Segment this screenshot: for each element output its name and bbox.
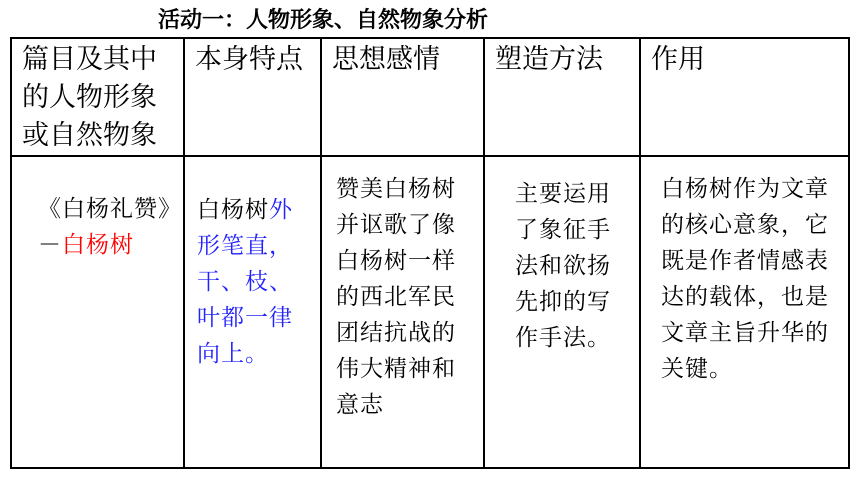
features-subject: 白杨树 xyxy=(197,197,269,223)
work-subject: 白杨树 xyxy=(62,232,134,258)
cell-subject xyxy=(11,156,184,468)
work-dash: － xyxy=(38,232,62,258)
cell-emotion: 赞美白杨树并讴歌了像白杨树一样的西北军民团结抗战的伟大精神和意志 xyxy=(321,156,484,468)
header-cell-emotion: 思想感情 xyxy=(321,38,484,156)
header-cell-role: 作用 xyxy=(640,38,849,156)
header-cell-subject: 篇目及其中的人物形象或自然物象 xyxy=(11,38,184,156)
table-row xyxy=(11,156,849,468)
features-description: 外形笔直，干、枝、叶都一律向上。 xyxy=(197,197,293,367)
cell-method: 主要运用了象征手法和欲扬先抑的写作手法。 xyxy=(484,156,640,468)
work-title: 《白杨礼赞》 xyxy=(38,196,182,222)
cell-features xyxy=(184,156,321,468)
analysis-table xyxy=(10,37,850,469)
activity-title: 活动一：人物形象、自然物象分析 xyxy=(158,8,489,33)
table-header-row xyxy=(11,38,849,156)
cell-role: 白杨树作为文章的核心意象，它既是作者情感表达的载体，也是文章主旨升华的关键。 xyxy=(640,156,849,468)
header-cell-features: 本身特点 xyxy=(184,38,321,156)
header-cell-method: 塑造方法 xyxy=(484,38,640,156)
